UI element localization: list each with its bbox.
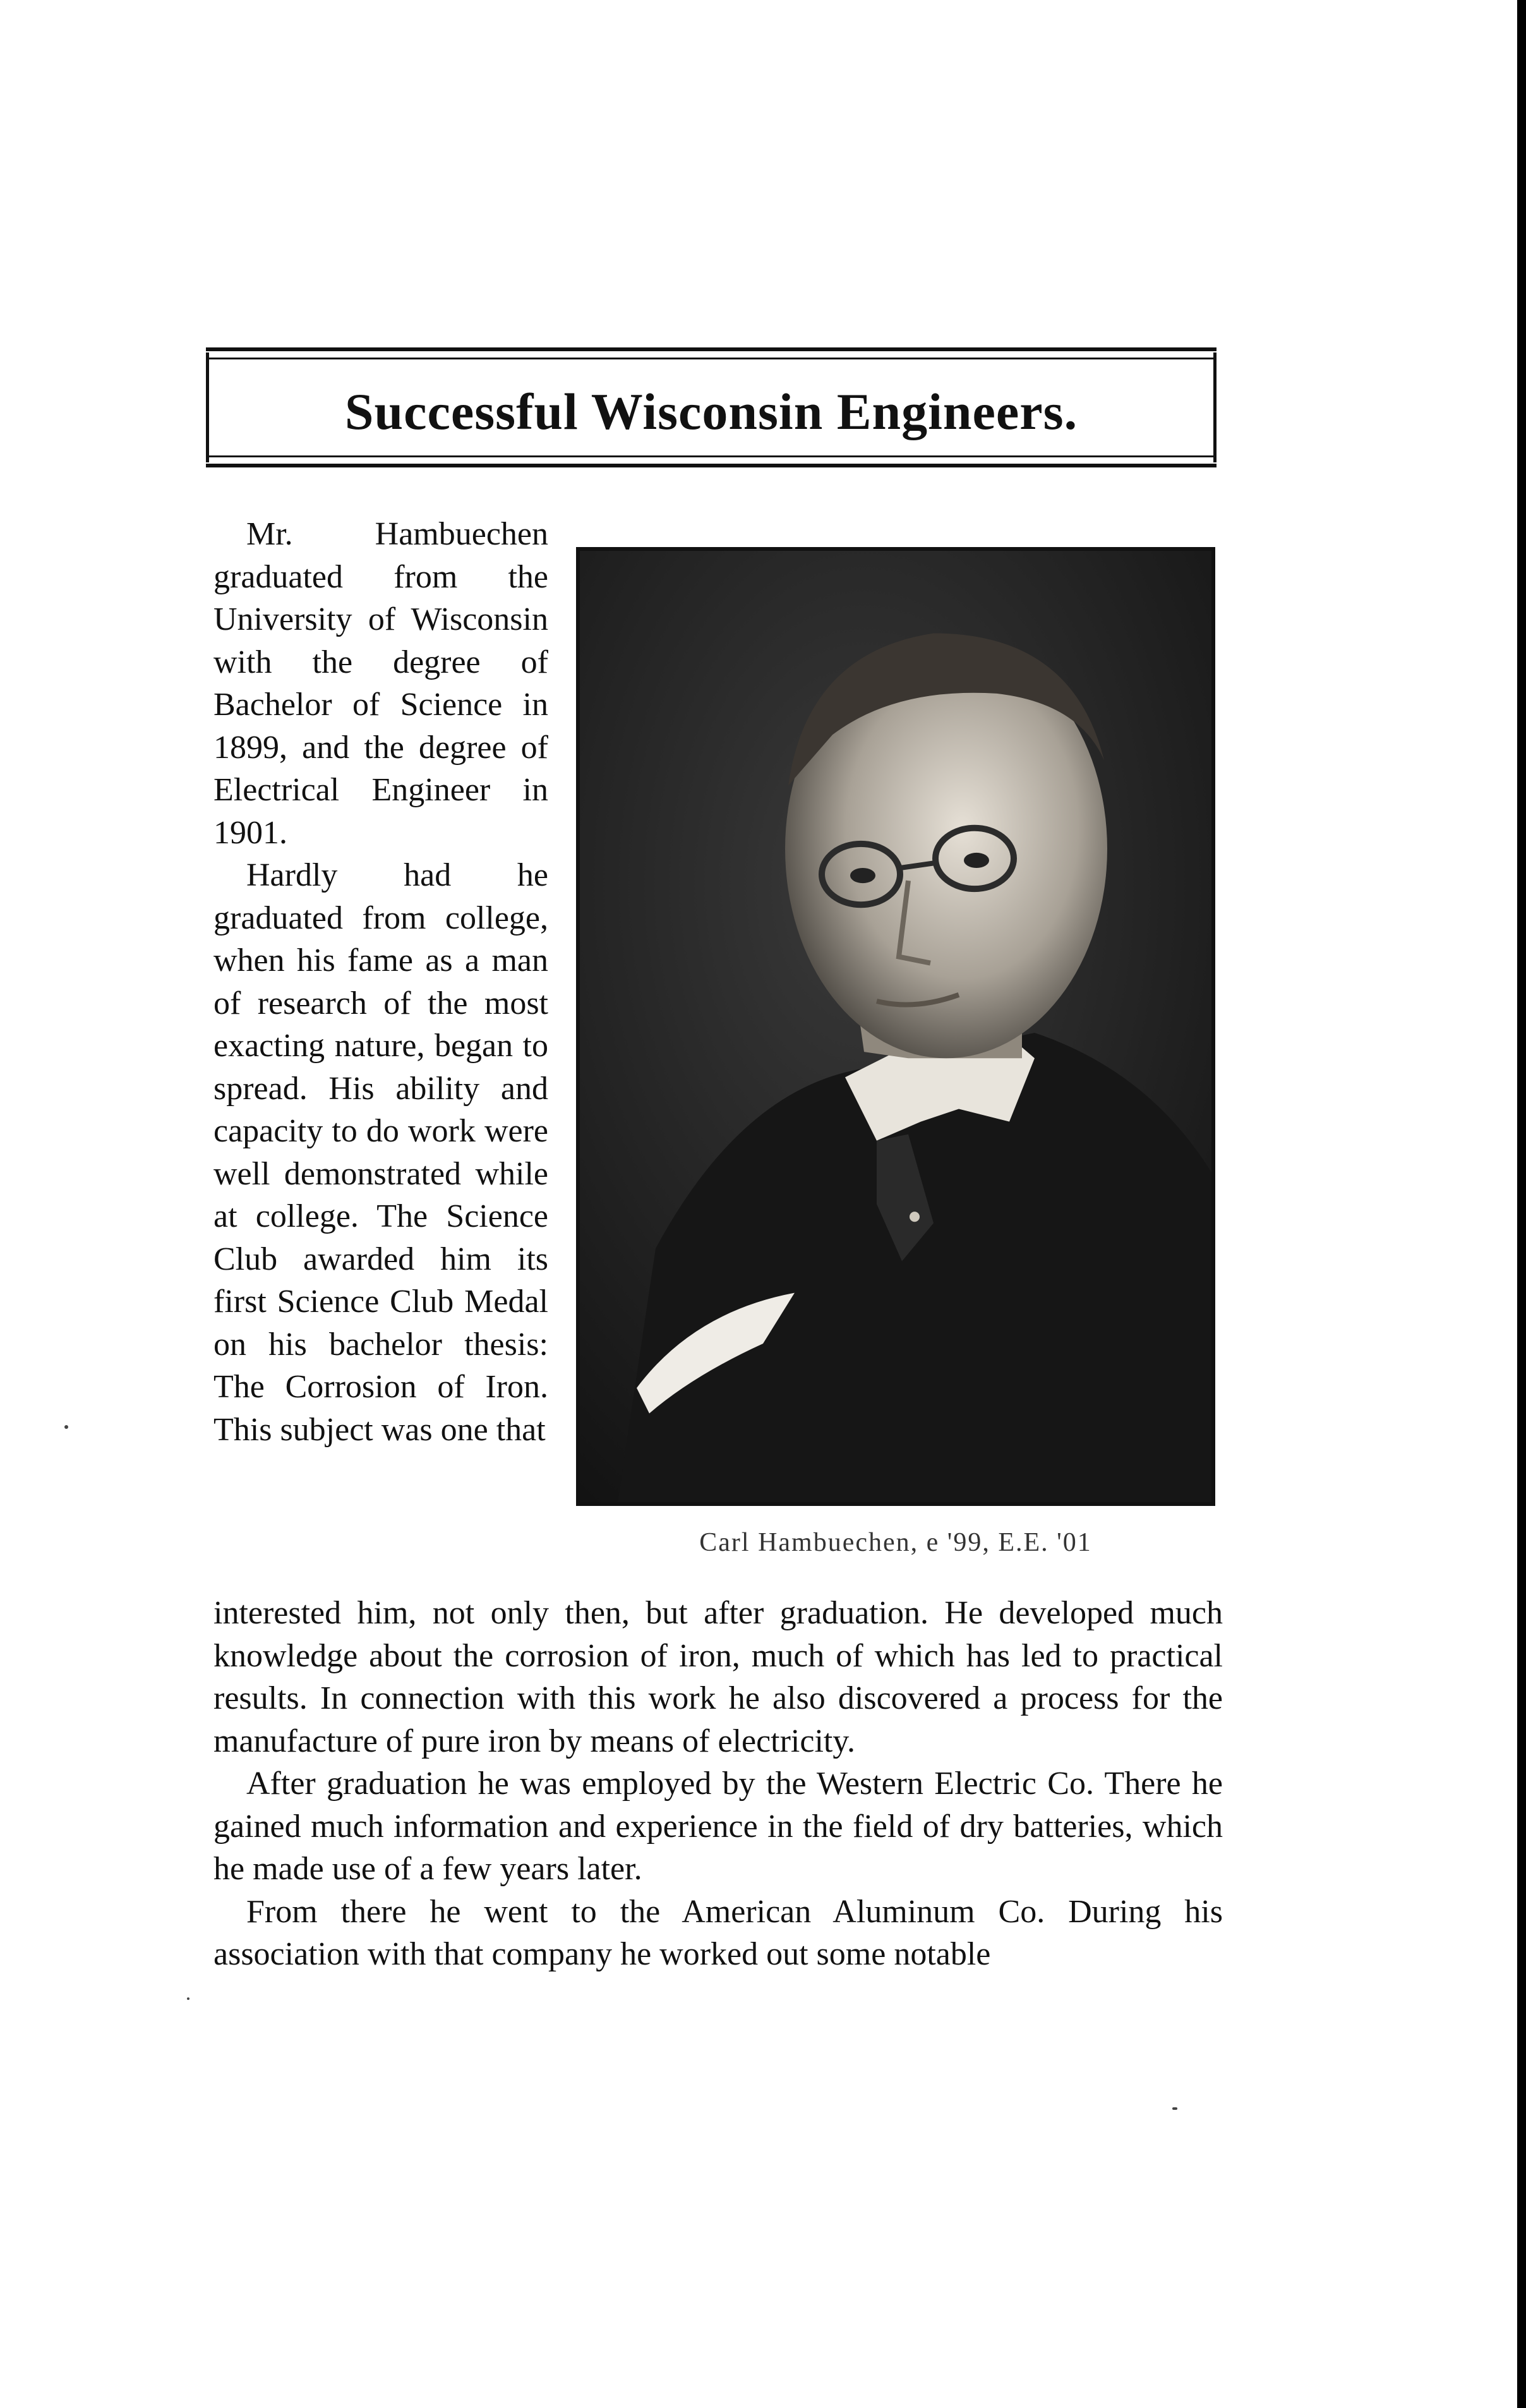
scan-edge: [1517, 0, 1526, 2408]
paragraph-american-aluminum: From there he went to the American Aluminum Co. During his association with that company he worked out some notable: [213, 1893, 1223, 1972]
title-rule-bottom: [206, 455, 1217, 467]
portrait-image: [580, 551, 1211, 1502]
paragraph-corrosion-continued: interested him, not only then, but after graduation. He developed much knowledge about the corrosion of iron, much of which has led to practical results. In connection with this work he also discovered a process for the manufacture of pure iron by means of electricity.: [213, 1595, 1223, 1759]
article-column-wide: [213, 1592, 1223, 1976]
page-title: Successful Wisconsin Engineers.: [344, 383, 1078, 440]
scan-speck: [187, 1997, 189, 2000]
title-box: [206, 347, 1217, 467]
photo-caption: Carl Hambuechen, e '99, E.E. '01: [699, 1528, 1092, 1557]
paragraph-research: Hardly had he graduated from college, when his fame as a man of research of the most exacting nature, began to spread. His ability and capacity to do work were well demonstrated while at college. The Science Club awarded him its first Science Club Medal on his bachelor thesis: The Corrosion of Iron. This subject was one that: [213, 857, 548, 1448]
paragraph-western-electric: After graduation he was employed by the Western Electric Co. There he gained much information and experience in the field of dry batteries, which he made use of a few years later.: [213, 1766, 1223, 1887]
article-column-narrow: [213, 513, 548, 1451]
scan-speck: [1172, 2107, 1177, 2110]
portrait-photo: [576, 547, 1215, 1506]
paragraph-intro: Mr. Hambuechen graduated from the University of Wisconsin with the degree of Bachelor of Science in 1899, and the degree of Electrical Engineer in 1901.: [213, 516, 548, 851]
title-rule-top: [206, 347, 1217, 359]
scan-speck: [64, 1425, 68, 1429]
